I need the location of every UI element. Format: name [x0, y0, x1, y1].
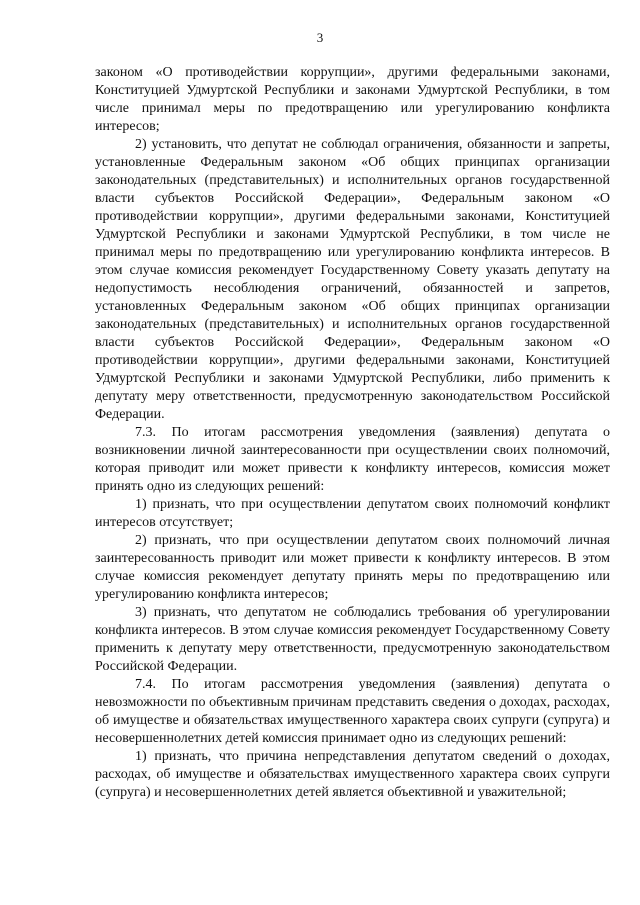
paragraph-7-3-item-2: 2) признать, что при осуществлении депутатом своих полномочий личная заинтересованность приводит или может привести к конфликту интересов. В этом случае комиссия рекомендует депутату принять меры по предотвращению или урегулированию конфликта интересов; — [95, 533, 610, 602]
paragraph-continuation: законом «О противодействии коррупции», другими федеральными законами, Конституцией Удмуртской Республики и законами Удмуртской Республики, в том числе принимал меры по предотвращению или урегулированию конфликта интересов; — [95, 65, 610, 134]
paragraph-7-4: 7.4. По итогам рассмотрения уведомления (заявления) депутата о невозможности по объективным причинам представить сведения о доходах, расходах, об имуществе и обязательствах имущественного характера своих супруги (супруга) и несовершеннолетних детей комиссия принимает одно из следующих решений: — [95, 677, 610, 746]
paragraph-item-2-violation: 2) установить, что депутат не соблюдал ограничения, обязанности и запреты, установленные Федеральным законом «Об общих принципах организации законодательных (представительных) и исполнительных органов государственной власти субъектов Российской Федерации», Федеральным законом «О противодействии коррупции», другими федеральными законами, Конституцией Удмуртской Республики и законами Удмуртской Республики, в том числе не принимал меры по предотвращению или урегулированию конфликта интересов. В этом случае комиссия рекомендует Государственному Совету указать депутату на недопустимость несоблюдения ограничений, обязанностей и запретов, установленных Федеральным законом «Об общих принципах организации законодательных (представительных) и исполнительных органов государственной власти субъектов Российской Федерации», Федеральным законом «О противодействии коррупции», другими федеральными законами, Конституцией Удмуртской Республики и законами Удмуртской Республики, либо применить к депутату меру ответственности, предусмотренную законодательством Российской Федерации. — [95, 137, 610, 422]
page-number: 3 — [316, 30, 324, 45]
paragraph-7-3-item-3: 3) признать, что депутатом не соблюдались требования об урегулировании конфликта интересов. В этом случае комиссия рекомендует Государственному Совету применить к депутату меру ответственности, предусмотренную законодательством Российской Федерации. — [95, 605, 610, 674]
paragraph-7-3-item-1: 1) признать, что при осуществлении депутатом своих полномочий конфликт интересов отсутствует; — [95, 497, 610, 530]
paragraph-7-4-item-1: 1) признать, что причина непредставления депутатом сведений о доходах, расходах, об имуществе и обязательствах имущественного характера своих супруги (супруга) и несовершеннолетних детей является объективной и уважительной; — [95, 749, 610, 800]
paragraph-7-3: 7.3. По итогам рассмотрения уведомления (заявления) депутата о возникновении личной заинтересованности при осуществлении своих полномочий, которая приводит или может привести к конфликту интересов, комиссия может принять одно из следующих решений: — [95, 425, 610, 494]
document-body — [95, 64, 610, 802]
